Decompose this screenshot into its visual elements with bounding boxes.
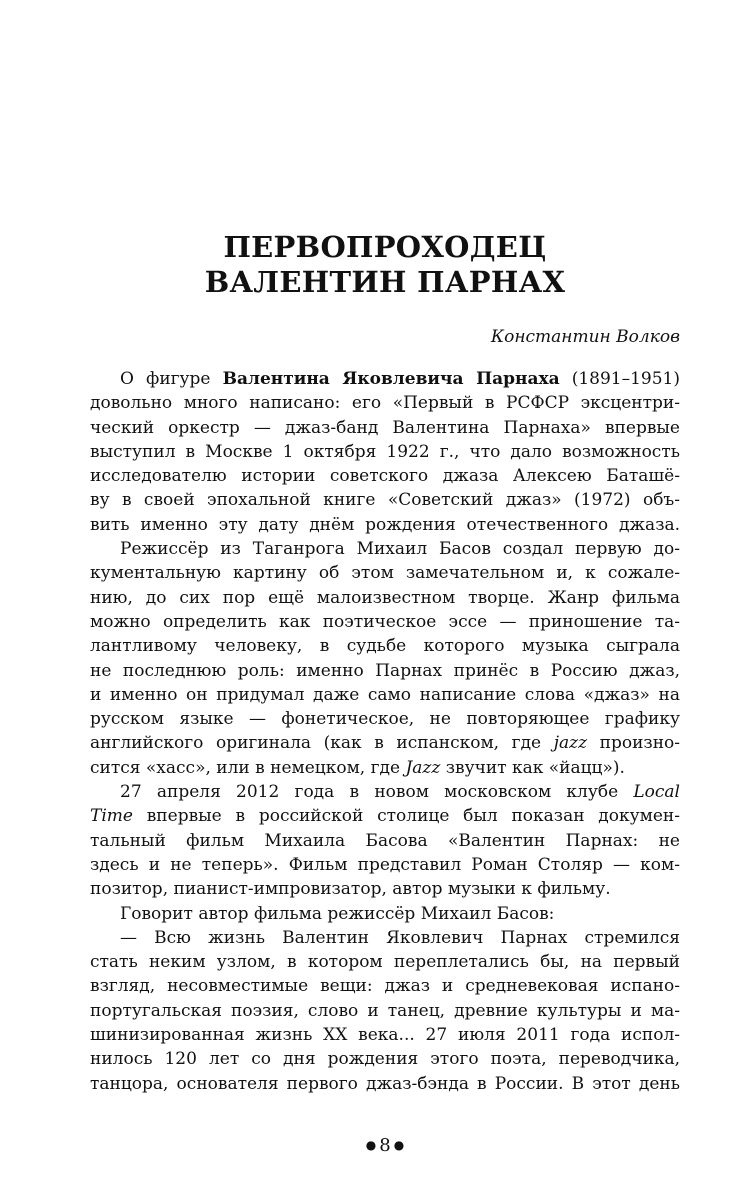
text-line: Time впервые в российской столице был показан докумен- [90,806,680,827]
text-line: выступил в Москве 1 октября 1922 г., что дало возможность [90,441,680,462]
bullet-icon: ● [393,1138,405,1152]
page-number-value: 8 [379,1135,391,1156]
text-line: танцора, основателя первого джаз-бэнда в России. В этот день [90,1073,680,1094]
text-line: шинизированная жизнь XX века... 27 июля 2011 года испол- [90,1025,680,1046]
text-line: нилось 120 лет со дня рождения этого поэта, переводчика, [90,1049,680,1070]
bullet-icon: ● [365,1138,377,1152]
page-number [90,1133,680,1158]
text-line: можно определить как поэтическое эссе — приношение та- [90,611,680,632]
chapter-title-line-2: ВАЛЕНТИН ПАРНАХ [204,265,566,299]
chapter-title [90,230,680,300]
text-line: здесь и не теперь». Фильм представил Роман Столяр — ком- [90,854,680,875]
text-line: сится «хасс», или в немецком, где Jazz звучит как «йацц»). [90,757,625,778]
text-line: русском языке — фонетическое, не повторяющее графику [90,709,680,730]
text-line: не последнюю роль: именно Парнах принёс в Россию джаз, [90,660,680,681]
italic-word: Jazz [405,757,441,778]
italic-word: Local [633,782,680,803]
text-line: взгляд, несовместимые вещи: джаз и средневековая испано- [90,976,680,997]
text-line: довольно много написано: его «Первый в РСФСР эксцентри- [90,393,680,414]
text-line: нию, до сих пор ещё малоизвестном творце. Жанр фильма [90,587,680,608]
author-name: Константин Волков [490,327,680,347]
bold-name: Валентина Яковлевича Парнаха [222,369,560,389]
italic-word: jazz [553,733,588,754]
text-line: ву в своей эпохальной книге «Советский джаз» (1972) объ- [90,490,680,511]
text-line: О фигуре Валентина Яковлевича Парнаха (1891–1951) [120,369,681,389]
text-line: 27 апреля 2012 года в новом московском клубе Local [120,782,680,803]
text-line: и именно он придумал даже само написание слова «джаз» на [90,684,680,705]
text-line: тальный фильм Михаила Басова «Валентин Парнах: не [90,830,680,851]
text-line: португальская поэзия, слово и танец, древние культуры и ма- [90,1000,680,1021]
text-line: кументальную картину об этом замечательном и, к сожале- [90,563,680,584]
text-line: ческий оркестр — джаз-банд Валентина Парнаха» впервые [90,417,680,438]
body-text [90,367,680,1096]
text-line: позитор, пианист-импровизатор, автор музыки к фильму. [90,879,611,900]
italic-word: Time [90,806,133,827]
text-line: стать неким узлом, в котором переплетались бы, на первый [90,952,680,973]
chapter-title-line-1: ПЕРВОПРОХОДЕЦ [223,230,547,264]
text-line: исследователю истории советского джаза Алексею Баташё- [90,466,680,487]
text-line: вить именно эту дату днём рождения отечественного джаза. [90,514,680,535]
text-line: Режиссёр из Таганрога Михаил Басов создал первую до- [120,539,680,560]
text-line: лантливому человеку, в судьбе которого музыка сыграла [90,636,680,657]
text-line: — Всю жизнь Валентин Яковлевич Парнах стремился [120,927,680,948]
text-line: Говорит автор фильма режиссёр Михаил Басов: [120,903,555,924]
text-line: английского оригинала (как в испанском, где jazz произно- [90,733,681,754]
book-page [90,0,680,1182]
